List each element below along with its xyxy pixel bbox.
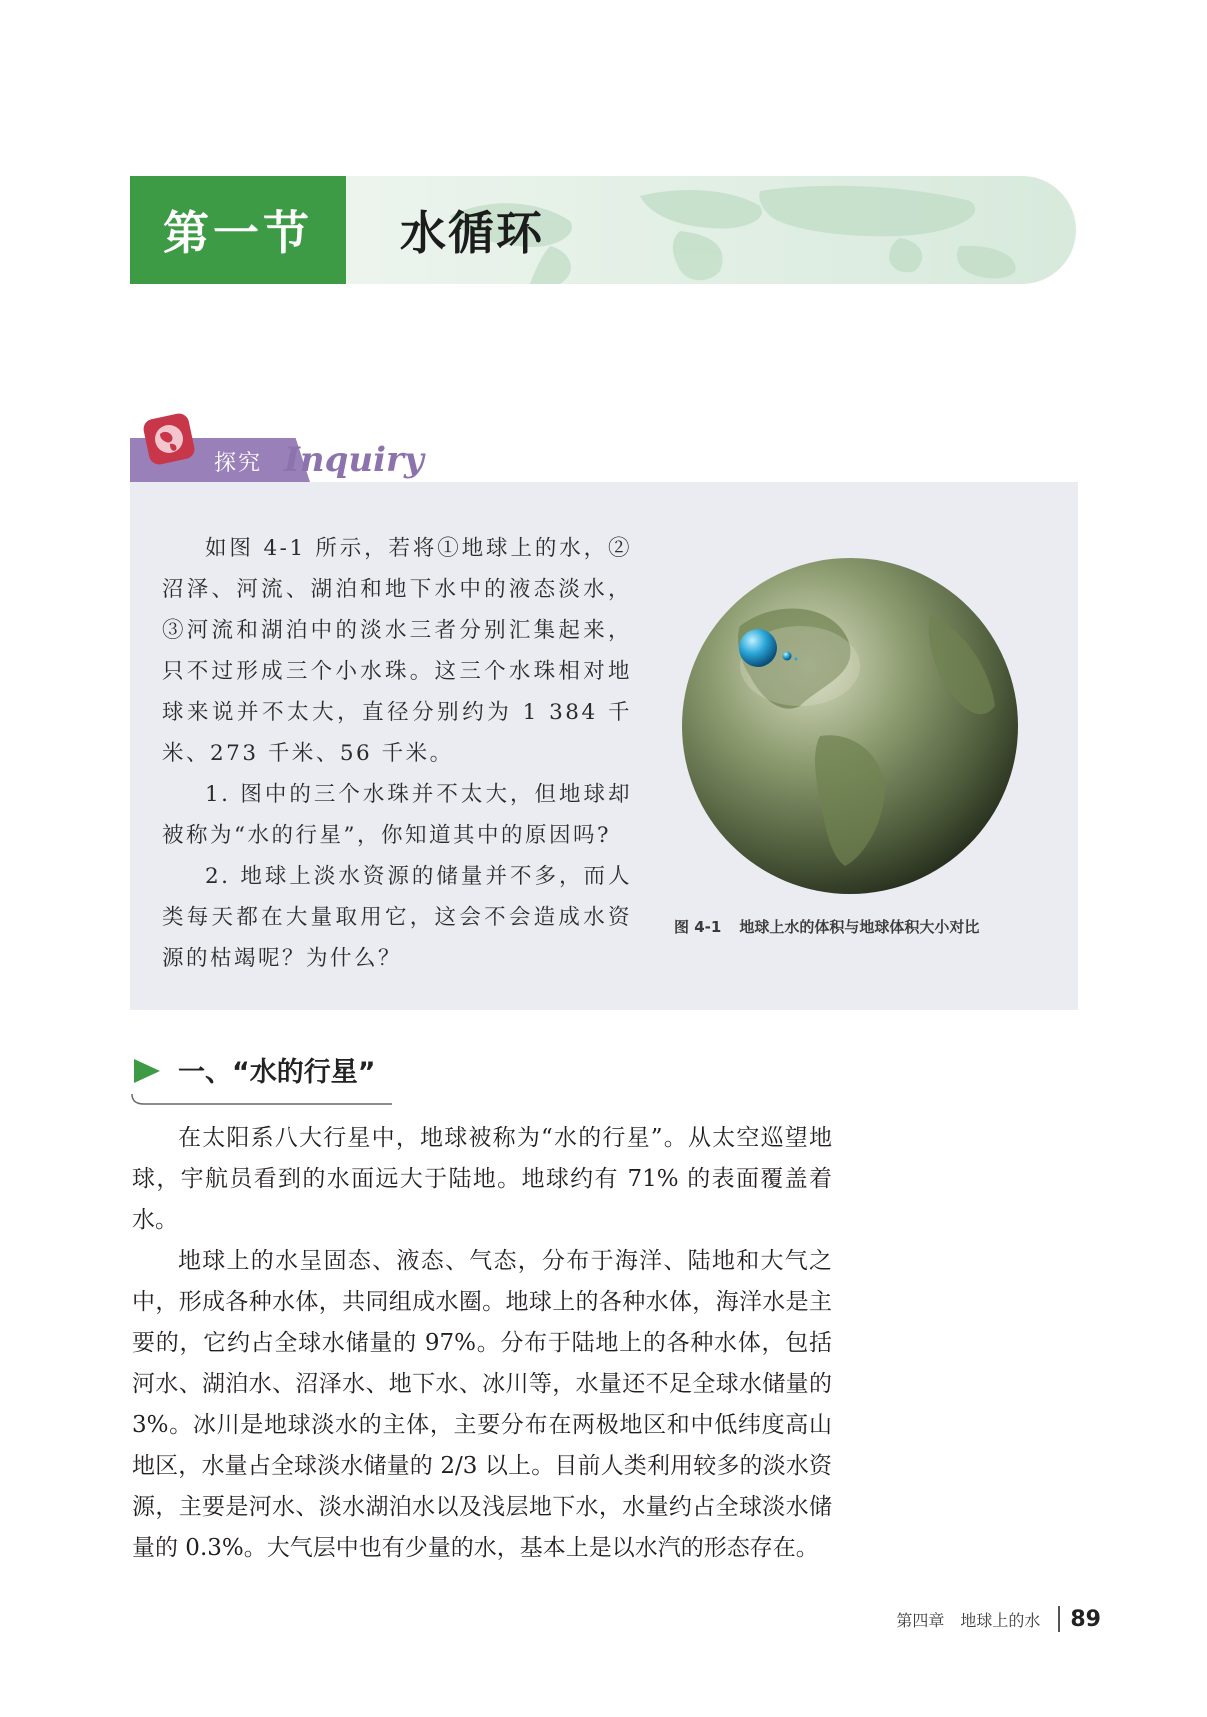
subsection-underline: [130, 1092, 392, 1106]
footer-divider: [1058, 1606, 1060, 1632]
page-number: 89: [1070, 1606, 1101, 1632]
section-number: 第一节: [130, 176, 346, 284]
inquiry-question-1: 1. 图中的三个水珠并不太大，但地球却被称为“水的行星”，你知道其中的原因吗?: [162, 782, 632, 848]
globe-badge-icon: [140, 410, 198, 468]
water-drop-2: [783, 652, 792, 661]
inquiry-script-label: Inquiry: [284, 440, 424, 480]
inquiry-paragraph: 如图 4-1 所示，若将①地球上的水，②沼泽、河流、湖泊和地下水中的液态淡水，③河流和湖泊中的淡水三者分别汇集起来，只不过形成三个小水珠。这三个水珠相对地球来说并不太大，直径分别约为 1 384 千米、273 千米、56 千米。: [162, 536, 632, 766]
subsection-title: 一、“水的行星”: [178, 1057, 376, 1088]
body-text: [132, 1118, 832, 1569]
figure-caption: [674, 916, 1054, 937]
water-drop-3: [795, 658, 798, 661]
inquiry-question-2: 2. 地球上淡水资源的储量并不多，而人类每天都在大量取用它，这会不会造成水资源的枯竭呢？为什么？: [162, 864, 632, 971]
footer-chapter: 第四章 地球上的水: [896, 1610, 1041, 1630]
section-title: 水循环: [400, 206, 544, 260]
triangle-arrow-icon: [132, 1056, 162, 1086]
water-drop-1: [739, 629, 777, 667]
figure-caption-text: 地球上水的体积与地球体积大小对比: [739, 918, 980, 936]
earth-water-figure: [680, 556, 1020, 896]
body-paragraph-2: 地球上的水呈固态、液态、气态，分布于海洋、陆地和大气之中，形成各种水体，共同组成水圈。地球上的各种水体，海洋水是主要的，它约占全球水储量的 97%。分布于陆地上的各种水体，包括河水、湖泊水、沼泽水、地下水、冰川等，水量还不足全球水储量的 3%。冰川是地球淡水的主体，主要分布在两极地区和中低纬度高山地区，水量占全球淡水储量的 2/3 以上。目前人类利用较多的淡水资源，主要是河水、淡水湖泊水以及浅层地下水，水量约占全球淡水储量的 0.3%。大气层中也有少量的水，基本上是以水汽的形态存在。: [132, 1248, 832, 1561]
page-footer: [896, 1606, 1101, 1632]
body-paragraph-1: 在太阳系八大行星中，地球被称为“水的行星”。从太空巡望地球，宇航员看到的水面远大于陆地。地球约有 71% 的表面覆盖着水。: [132, 1125, 832, 1233]
figure-number: 图 4-1: [674, 918, 722, 936]
inquiry-label: 探究: [214, 451, 263, 476]
section-banner: [130, 176, 1076, 284]
inquiry-text: [162, 528, 632, 979]
